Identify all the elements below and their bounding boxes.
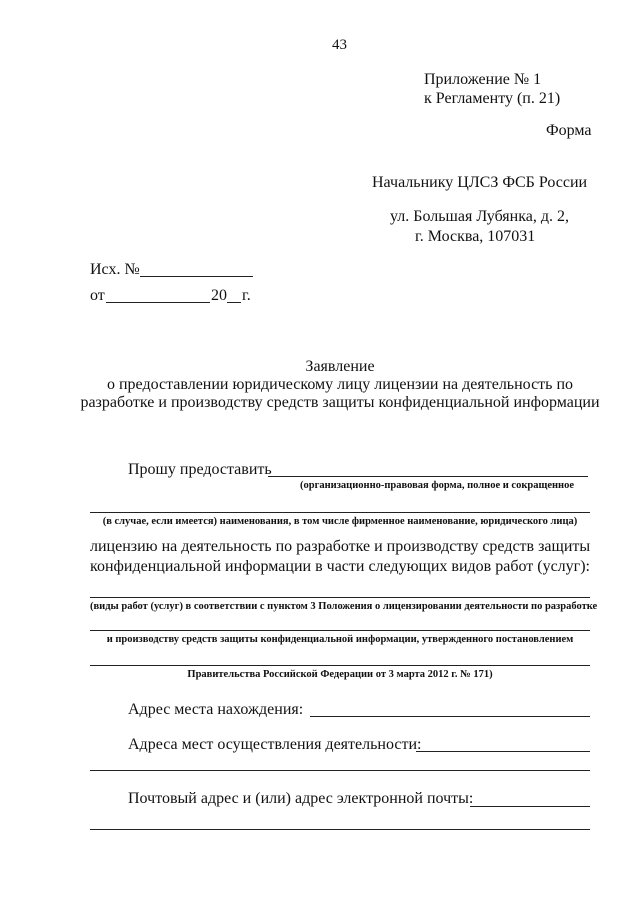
request-label: Прошу предоставить	[128, 461, 272, 478]
addressee-street: ул. Большая Лубянка, д. 2,	[390, 208, 569, 225]
works-field-3[interactable]	[90, 665, 590, 666]
license-text-line-1: лицензию на деятельность по разработке и производству средств защиты	[90, 538, 591, 555]
org-name-field[interactable]	[268, 476, 588, 477]
year-field[interactable]	[227, 302, 241, 303]
form-label: Форма	[546, 122, 592, 139]
document-title: Заявление	[305, 358, 375, 375]
works-hint-3: Правительства Российской Федерации от 3 марта 2012 г. № 171)	[187, 669, 493, 680]
postal-label: Почтовый адрес и (или) адрес электронной почты:	[128, 790, 474, 807]
year-prefix: 20	[211, 287, 227, 304]
reglament-label: к Регламенту (п. 21)	[424, 90, 561, 107]
location-label: Адрес места нахождения:	[128, 701, 304, 718]
date-field[interactable]	[106, 302, 210, 303]
works-hint-2: и производству средств защиты конфиденциальной информации, утвержденного постановлением	[106, 634, 574, 645]
addressee-city: г. Москва, 107031	[415, 228, 536, 245]
works-field-2[interactable]	[90, 630, 590, 631]
org-name-field-2[interactable]	[90, 512, 590, 513]
activity-label: Адреса мест осуществления деятельности:	[128, 736, 422, 753]
activity-field-2[interactable]	[90, 770, 590, 771]
year-suffix: г.	[242, 287, 251, 304]
works-field-1[interactable]	[90, 597, 590, 598]
addressee-name: Начальнику ЦЛСЗ ФСБ России	[372, 174, 588, 191]
page-number: 43	[332, 37, 347, 53]
org-name-hint: (организационно-правовая форма, полное и сокращенное	[300, 480, 574, 491]
license-text-line-2: конфиденциальной информации в части следующих видов работ (услуг):	[90, 558, 590, 575]
title-line-2: о предоставлении юридическому лицу лицензии на деятельность по	[106, 376, 574, 393]
postal-field[interactable]	[470, 806, 590, 807]
org-name-hint-2: (в случае, если имеется) наименования, в том числе фирменное наименование, юридического лица)	[102, 516, 578, 527]
appendix-label: Приложение № 1	[424, 71, 542, 88]
outgoing-number-field[interactable]	[140, 276, 253, 277]
location-field[interactable]	[310, 716, 590, 717]
activity-field[interactable]	[416, 751, 590, 752]
title-line-3: разработке и производству средств защиты конфиденциальной информации	[80, 394, 600, 411]
works-hint-1: (виды работ (услуг) в соответствии с пунктом 3 Положения о лицензировании деятельности по разработке	[90, 601, 598, 612]
postal-field-2[interactable]	[90, 829, 590, 830]
outgoing-number-label: Исх. №	[90, 261, 140, 278]
date-prefix: от	[90, 287, 105, 304]
